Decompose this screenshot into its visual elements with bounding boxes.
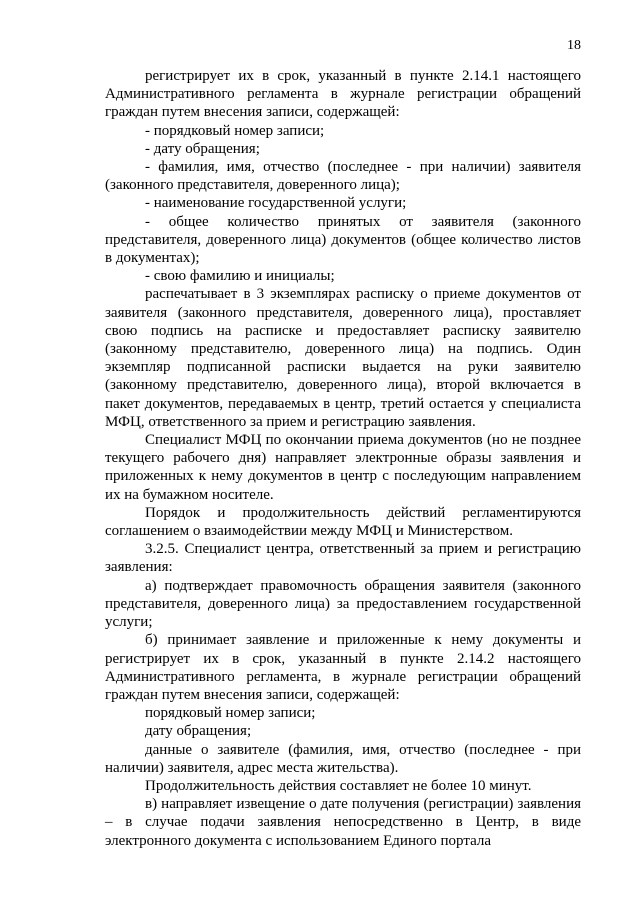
paragraph: порядковый номер записи; bbox=[145, 705, 316, 722]
paragraph: данные о заявителе (фамилия, имя, отчество (последнее - при наличии) заявителя, адрес места жительства). bbox=[105, 741, 581, 776]
paragraph: - фамилия, имя, отчество (последнее - при наличии) заявителя (законного представителя, доверенного лица); bbox=[105, 159, 581, 194]
paragraph: Специалист МФЦ по окончании приема документов (но не позднее текущего рабочего дня) направляет электронные образы заявления и приложенных к нему документов в центр с последующим направлением их на бумажном носителе. bbox=[105, 432, 581, 503]
paragraph: регистрирует их в срок, указанный в пункте 2.14.1 настоящего Административного регламента в журнале регистрации обращений граждан путем внесения записи, содержащей: bbox=[105, 68, 581, 121]
paragraph: - общее количество принятых от заявителя (законного представителя, доверенного лица) документов (общее количество листов в документах); bbox=[105, 213, 581, 267]
page-number: 18 bbox=[567, 38, 581, 53]
paragraph: - порядковый номер записи; bbox=[145, 122, 325, 139]
paragraph: а) подтверждает правомочность обращения заявителя (законного представителя, доверенного лица) за предоставлением государственной услуги; bbox=[105, 577, 581, 631]
paragraph: Порядок и продолжительность действий регламентируются соглашением о взаимодействии между МФЦ и Министерством. bbox=[105, 504, 581, 540]
paragraph: дату обращения; bbox=[145, 723, 252, 740]
paragraph: - наименование государственной услуги; bbox=[145, 195, 407, 212]
paragraph: Продолжительность действия составляет не более 10 минут. bbox=[145, 777, 532, 794]
paragraph: - дату обращения; bbox=[145, 140, 260, 157]
paragraph: в) направляет извещение о дате получения (регистрации) заявления – в случае подачи заявления непосредственно в Центр, в виде электронного документа с использованием Единого портала bbox=[105, 796, 581, 849]
paragraph: - свою фамилию и инициалы; bbox=[145, 268, 335, 285]
document-body bbox=[105, 67, 581, 850]
paragraph: б) принимает заявление и приложенные к нему документы и регистрирует их в срок, указанный в пункте 2.14.2 настоящего Административного регламента, в журнале регистрации обращений граждан путем внесения записи, содержащей: bbox=[105, 632, 581, 703]
paragraph: распечатывает в 3 экземплярах расписку о приеме документов от заявителя (законного представителя, доверенного лица), проставляет свою подпись на расписке и предоставляет расписку заявителю (законному представителю, доверенного лица) на подпись. Один экземпляр подписанной расписки выдается на руки заявителю (законному представителю, доверенного лица), второй включается в пакет документов, передаваемых в центр, третий остается у специалиста МФЦ, ответственного за прием и регистрацию заявления. bbox=[105, 286, 581, 430]
paragraph: 3.2.5. Специалист центра, ответственный за прием и регистрацию заявления: bbox=[105, 541, 581, 576]
